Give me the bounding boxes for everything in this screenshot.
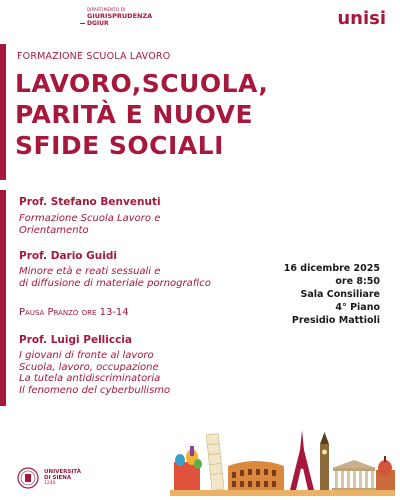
department-emblem-icon [5,4,77,28]
event-building: Presidio Mattioli [291,315,380,326]
talk-topic: I giovani di fronte al lavoro [19,350,154,361]
talk-topic: La tutela antidiscriminatoria [19,373,161,384]
landmarks-skyline-illustration [170,410,395,496]
speaker-name: Prof. Stefano Benvenuti [19,196,161,208]
talk-topic: Scuola, lavoro, occupazione [19,361,159,373]
event-series-label: FORMAZIONE SCUOLA LAVORO [17,51,171,62]
department-name: GIURISPRUDENZA [87,12,153,20]
university-name-line2: DI SIENA [44,475,72,481]
university-year: 1240 [44,481,56,486]
title-line: LAVORO,SCUOLA, [15,69,269,98]
talk-topic: Orientamento [19,225,89,236]
event-floor: 4° Piano [335,302,380,313]
speaker-name: Prof. Luigi Pelliccia [19,334,133,346]
department-logo [5,4,153,30]
talk-topic: di diffusione di materiale pornografico [19,278,211,289]
speaker-name: Prof. Dario Guidi [19,250,117,262]
department-dash [80,23,85,24]
department-code: DGIUR [87,20,109,27]
event-room: Sala Consiliare [300,289,380,300]
speaker-block [19,334,170,396]
university-seal-icon [17,467,39,489]
lunch-break-time: ore 13-14 [81,307,129,318]
page-title [15,68,268,161]
lunch-break [19,307,129,318]
unisi-logo: unisi [337,8,386,29]
event-details [284,262,380,327]
title-line: PARITÀ E NUOVE [15,100,254,129]
accent-bar-top [0,44,6,180]
university-logo [17,467,137,491]
talk-topic: Minore età e reati sessuali e [19,266,161,277]
title-line: SFIDE SOCIALI [15,131,224,160]
event-time: ore 8:50 [335,276,380,287]
talk-topic: Il fenomeno del cyberbullismo [19,384,171,396]
speaker-block [19,250,211,290]
university-name [44,469,81,487]
lunch-break-label: Pausa Pranzo [19,307,79,318]
accent-bar-bottom [0,190,6,406]
talk-topic: Formazione Scuola Lavoro e [19,213,161,224]
university-name-line1: UNIVERSITÀ [44,469,81,475]
speaker-block [19,196,161,237]
department-small-line: DIPARTIMENTO DI [87,7,126,12]
event-date: 16 dicembre 2025 [283,263,380,274]
